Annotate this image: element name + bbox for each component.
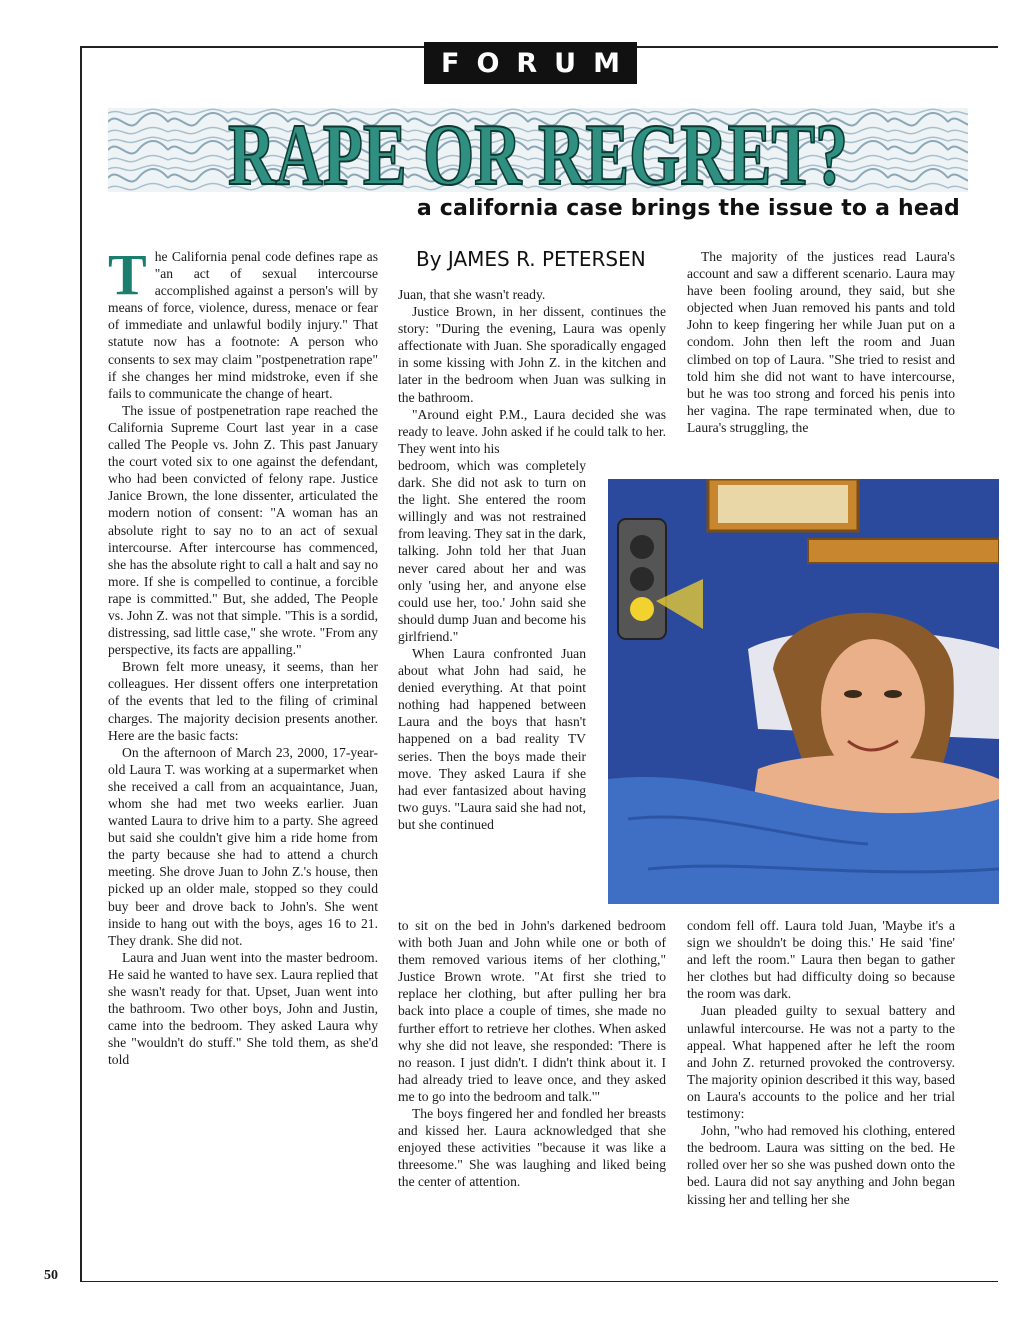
column-2-continued bbox=[398, 917, 666, 1191]
drop-cap: T bbox=[108, 242, 147, 307]
byline: By JAMES R. PETERSEN bbox=[416, 247, 646, 271]
paragraph: "Around eight P.M., Laura decided she was ready to leave. John asked if he could talk to her. They went into his bbox=[398, 406, 666, 456]
paragraph: Justice Brown, in her dissent, continues the story: "During the evening, Laura was openly affectionate with Juan. She sporadically engaged in some kissing with John Z. in the kitchen and later in the bedroom when Juan was sulking in the bathroom. bbox=[398, 304, 666, 405]
article-subtitle: a california case brings the issue to a head bbox=[416, 196, 960, 221]
article-title: RAPE OR REGRET? bbox=[228, 108, 848, 192]
paragraph: Brown felt more uneasy, it seems, than her colleagues. Her dissent offers one interpretation of the events that led to the filing of criminal charges. The majority decision presents another. Here are the basic facts: bbox=[108, 659, 378, 743]
paragraph: Juan pleaded guilty to sexual battery and unlawful intercourse. He was not a party to the appeal. What happened after he left the room and John Z. returned provoked the controversy. The majority opinion described it this way, based on Laura's accounts to the police and her trial testimony: bbox=[687, 1003, 955, 1122]
column-3 bbox=[687, 248, 955, 436]
bedroom-illustration bbox=[608, 479, 999, 904]
column-1 bbox=[108, 242, 378, 1069]
title-banner-graphic bbox=[108, 108, 968, 192]
article-illustration bbox=[608, 479, 999, 904]
title-banner bbox=[108, 108, 968, 192]
paragraph: condom fell off. Laura told Juan, 'Maybe it's a sign we shouldn't be doing this.' He said 'fine' and left the room." Laura then began to gather her clothes but had difficulty doing so because the room was dark. bbox=[687, 918, 955, 1002]
paragraph: The issue of postpenetration rape reached the California Supreme Court last year in a case called The People vs. John Z. This past January the court voted six to one against the defendant, who had been convicted of felony rape. Justice Janice Brown, the lone dissenter, articulated the modern notion of consent: "A woman has an absolute right to say no to an act of sexual intercourse. After intercourse has commenced, she has the absolute right to call a halt and say no more. If she is compelled to continue, a forcible rape is committed." But, she added, The People vs. John Z. was not that simple. "This is a sordid, distressing, sad little case," she wrote. "From any perspective, its facts are appalling." bbox=[108, 402, 378, 658]
paragraph: Juan, that she wasn't ready. bbox=[398, 287, 546, 302]
column-3-continued bbox=[687, 917, 955, 1208]
paragraph: John, "who had removed his clothing, entered the bedroom. Laura was sitting on the bed. He rolled over her so she was pushed down onto the bed. Laura did not say anything and John began kissing her and telling her she bbox=[687, 1123, 955, 1207]
paragraph: bedroom, which was completely dark. She did not ask to turn on the light. She entered the room willingly and was not restrained from leaving. They sat in the dark, talking. John told her that Juan never cared about her and was only 'using her, and anyone else could use her, too.' John said she should dump Juan and become his girlfriend." bbox=[398, 457, 586, 644]
page-number: 50 bbox=[44, 1268, 58, 1283]
paragraph: On the afternoon of March 23, 2000, 17-year-old Laura T. was working at a supermarket when she received a call from an acquaintance, Juan, whom she had met two weeks earlier. Juan wanted Laura to drive him to a party. She agreed but said she couldn't give him a ride home from the party because she had to attend a church meeting. She drove Juan to John Z.'s house, then picked up an older male, stopped so they could buy beer and drove back to John's. She went inside to hang out with the boys, ages 16 to 21. They drank. She did not. bbox=[108, 744, 378, 948]
paragraph: The California penal code defines rape as "an act of sexual intercourse accomplished against a person's will by means of force, violence, duress, menace or fear of immediate and unlawful bodily injury." That statute now has a footnote: A person who consents to sex may claim "postpenetration rape" if she changes her mind midstroke, even if she fails to communicate the change of heart. bbox=[108, 242, 378, 401]
paragraph: The majority of the justices read Laura's account and saw a different scenario. Laura may have been fooling around, they said, but she objected when Juan removed his pants and told John to keep fingering her while Juan put on a condom. John then left the room and Juan climbed on top of Laura. "She tried to resist and told him she did not want to have intercourse, but he was too strong and forced his penis into her vagina. The rape terminated when, due to Laura's struggling, the bbox=[687, 249, 955, 435]
column-2-narrow bbox=[398, 457, 586, 833]
section-label-box bbox=[424, 42, 637, 84]
frame-bottom-rule bbox=[80, 1281, 998, 1282]
paragraph: to sit on the bed in John's darkened bedroom with both Juan and John while one or both of them removed various items of her clothing," Justice Brown wrote. "At first she tried to replace her clothing, but after pulling her bra back into place a couple of times, she made no further effort to retrieve her clothes. When asked why she did not leave, she responded: 'There is no reason. I just didn't. I didn't think about it. I had already tried to leave once, and they asked me to go into the bedroom and talk.'" bbox=[398, 918, 666, 1104]
paragraph: The boys fingered her and fondled her breasts and kissed her. Laura acknowledged that she enjoyed these activities "because it was like a threesome." She was laughing and liked being the center of attention. bbox=[398, 1106, 666, 1190]
section-label: FORUM bbox=[441, 47, 637, 79]
paragraph: When Laura confronted Juan about what John had said, he denied everything. At that point nothing had happened between Laura and the boys that hasn't happened on a bad reality TV series. Then the boys made their move. They asked Laura if she had ever fantasized about having two guys. "Laura said she had not, but she continued bbox=[398, 645, 586, 832]
frame-left-rule bbox=[80, 46, 82, 1282]
paragraph: Laura and Juan went into the master bedroom. He said he wanted to have sex. Laura replied that she wasn't ready for that. Upset, Juan went into the bathroom. Two other boys, John and Justin, came into the bedroom. They asked Laura why she "wouldn't do stuff." She told them, as she'd told bbox=[108, 949, 378, 1068]
